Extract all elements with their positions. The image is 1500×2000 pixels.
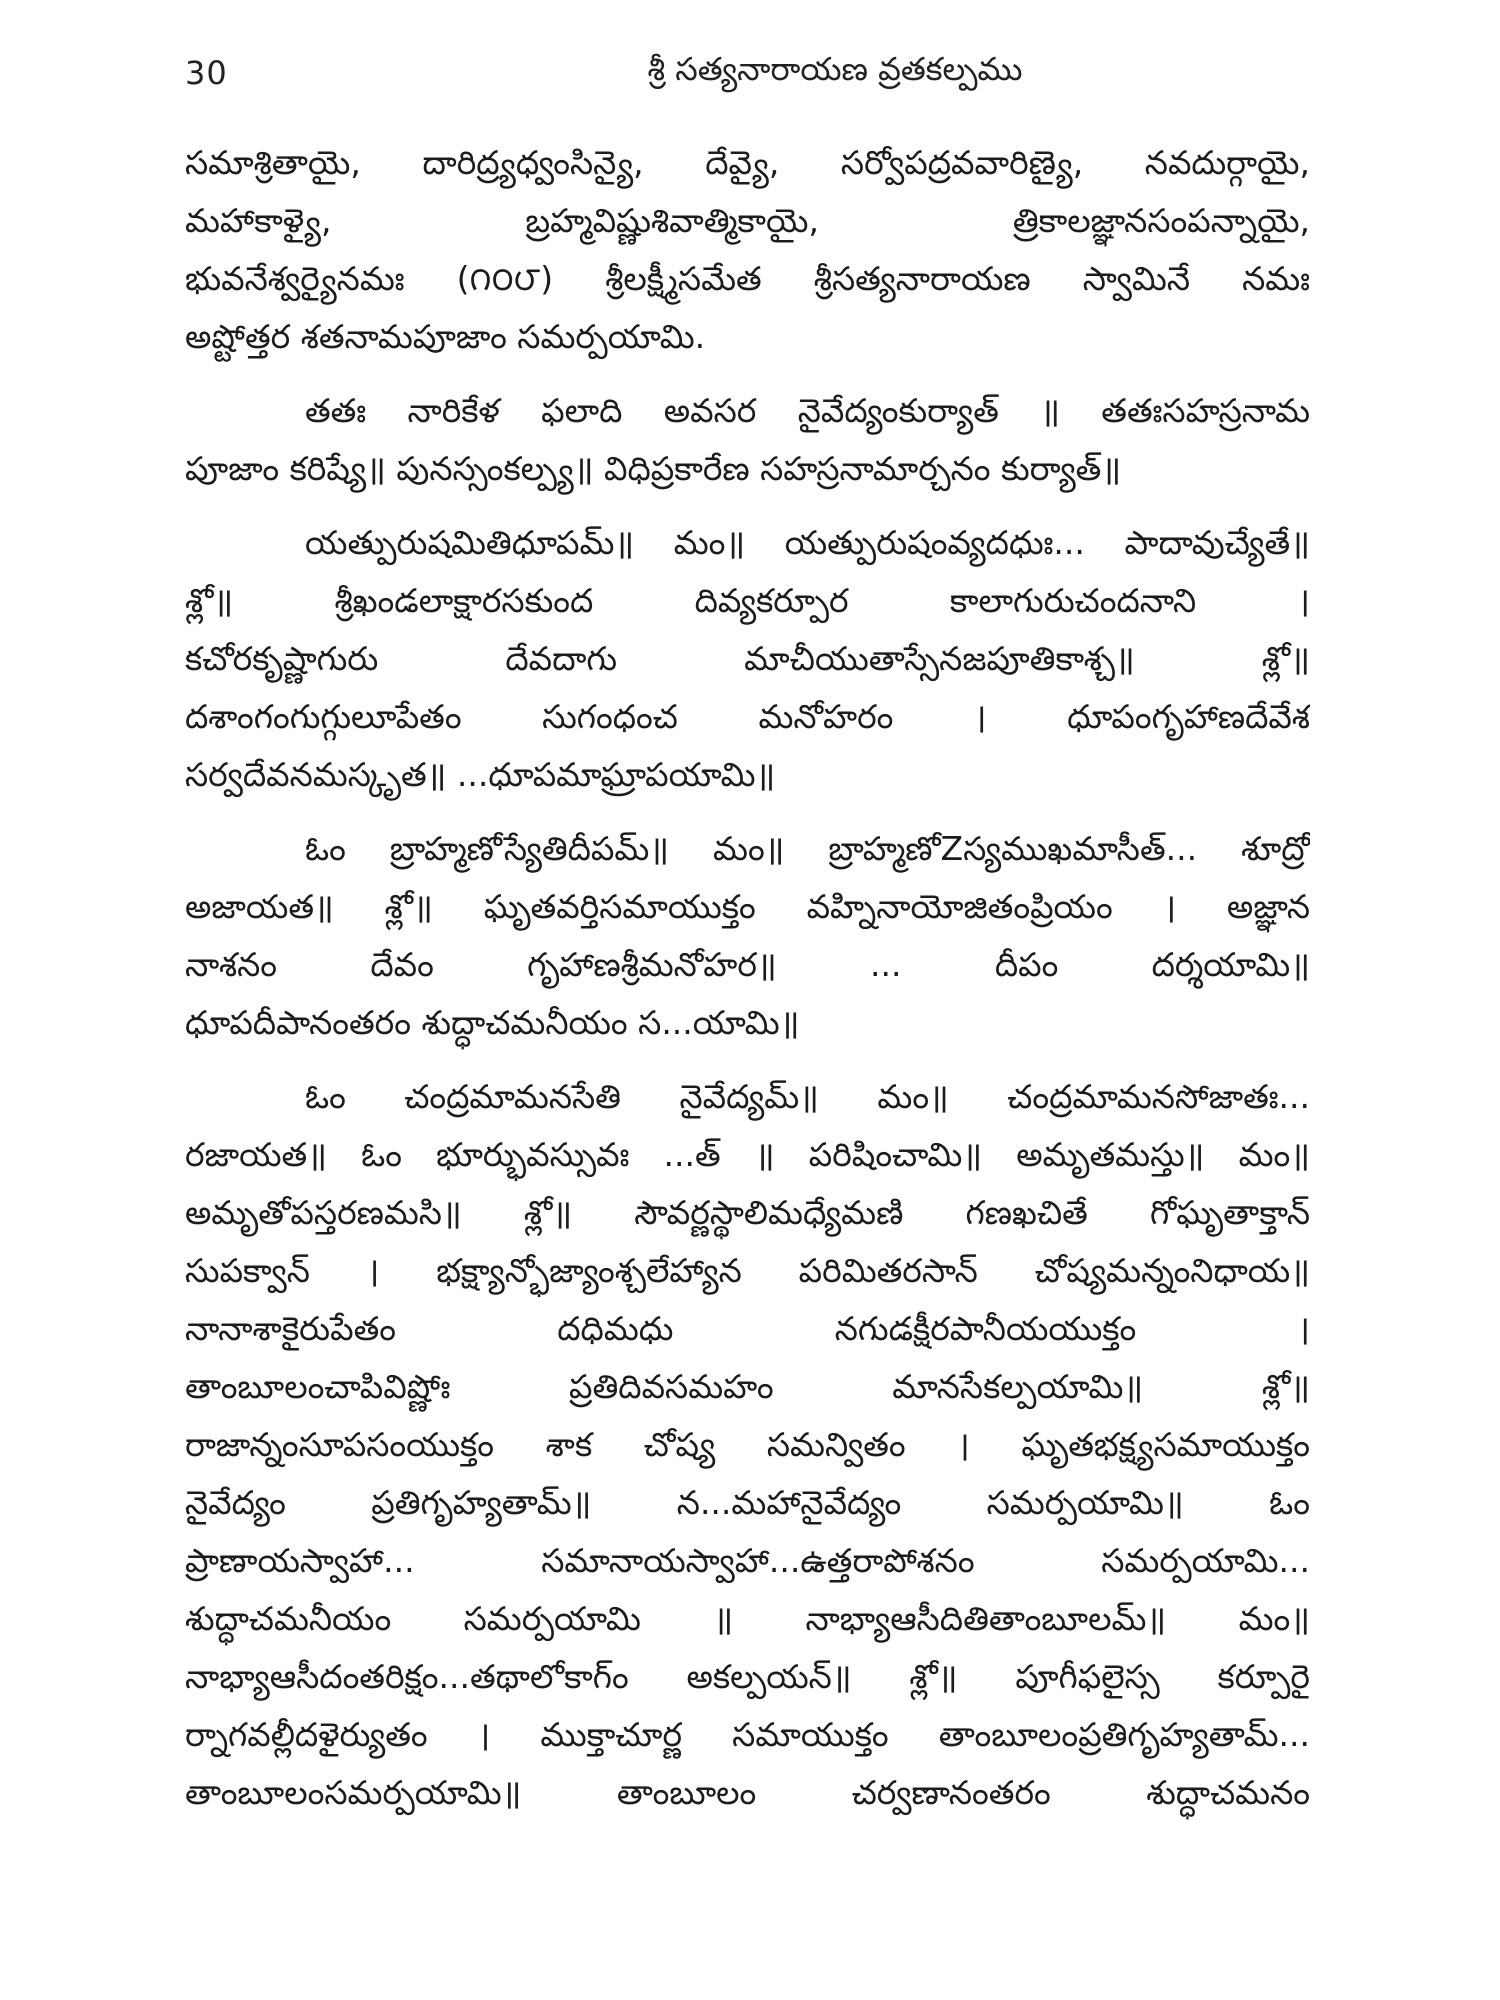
text-line: నైవేద్యం ప్రతిగృహ్యతామ్॥ న...మహానైవేద్యం సమర్పయామి॥ ఓం	[185, 1483, 1310, 1522]
text-line: ప్రాణాయస్వాహా... సమానాయస్వాహా...ఉత్తరాపోశనం సమర్పయామి...	[185, 1541, 1310, 1580]
text-line: యత్పురుషమితిధూపమ్॥ మం॥ యత్పురుషంవ్యదధుః... పాదావుచ్యేతే॥	[305, 523, 1310, 562]
text-line: మహాకాళ్యై, బ్రహ్మవిష్ణుశివాత్మికాయై, త్రికాలజ్ఞానసంపన్నాయై,	[185, 201, 1310, 240]
running-title: శ్రీ సత్యనారాయణ వ్రతకల్పము	[647, 50, 1023, 88]
text-line: ఓం చంద్రమామనసేతి నైవేద్యమ్॥ మం॥ చంద్రమామనసోజాతః...	[305, 1077, 1310, 1116]
text-line: భువనేశ్వర్యైనమః (౧౦౮) శ్రీలక్ష్మీసమేత శ్రీసత్యనారాయణ స్వామినే నమః	[185, 259, 1310, 298]
text-line: సుపక్వాన్ । భక్ష్యాన్భోజ్యాంశ్చలేహ్యాన పరిమితరసాన్ చోష్యమన్నంనిధాయ॥	[185, 1251, 1310, 1290]
text-line: అష్టోత్తర శతనామపూజాం సమర్పయామి.	[185, 317, 706, 356]
text-line: రాజాన్నంసూపసంయుక్తం శాక చోష్య సమన్వితం । ఘృతభక్ష్యసమాయుక్తం	[185, 1425, 1310, 1464]
paragraph	[185, 1068, 1310, 1822]
text-line: శుద్ధాచమనీయం సమర్పయామి ॥ నాభ్యాఆసీదితితాంబూలమ్॥ మం॥	[185, 1599, 1310, 1638]
text-line: నాశనం దేవం గృహాణశ్రీమనోహర॥ ... దీపం దర్శయామి॥	[185, 945, 1310, 984]
text-line: నానాశాకైరుపేతం దధిమధు నగుడక్షీరపానీయయుక్తం ।	[185, 1309, 1310, 1348]
text-line: ఓం బ్రాహ్మణోస్యేతిదీపమ్॥ మం॥ బ్రాహ్మణోZస్యముఖమాసీత్... శూద్రో	[305, 829, 1310, 868]
page-header	[185, 48, 1315, 108]
text-line: ర్నాగవల్లీదళైర్యుతం । ముక్తాచూర్ణ సమాయుక్తం తాంబూలంప్రతిగృహ్యతామ్...	[185, 1715, 1310, 1754]
body-text	[185, 134, 1310, 1838]
text-line: అజాయత॥ శ్లో॥ ఘృతవర్తిసమాయుక్తం వహ్నినాయోజితంప్రియం । అజ్ఞాన	[185, 887, 1310, 926]
paragraph	[185, 134, 1310, 366]
text-line: శ్లో॥ శ్రీఖండలాక్షారసకుంద దివ్యకర్పూర కాలాగురుచందనాని ।	[185, 581, 1310, 620]
text-line: తతః నారికేళ ఫలాది అవసర నైవేద్యంకుర్యాత్ ॥ తతఃసహస్రనామ	[305, 391, 1310, 430]
text-line: ధూపదీపానంతరం శుద్ధాచమనీయం స...యామి॥	[185, 1003, 800, 1042]
text-line: నాభ్యాఆసీదంతరిక్షం...తథాలోకాగ్ం అకల్పయన్॥ శ్లో॥ పూగీఫలైస్స కర్పూరై	[185, 1657, 1310, 1696]
page-number: 30	[185, 54, 228, 92]
text-line: తాంబూలంసమర్పయామి॥ తాంబూలం చర్వణానంతరం శుద్ధాచమనం	[185, 1773, 1310, 1812]
text-line: సమాశ్రితాయై, దారిద్ర్యధ్వంసిన్యై, దేవ్యై, సర్వోపద్రవవారిణ్యై, నవదుర్గాయై,	[185, 143, 1310, 182]
text-line: రజాయత॥ ఓం భూర్భువస్సువః ...త్ ॥ పరిషించామి॥ అమృతమస్తు॥ మం॥	[185, 1135, 1310, 1174]
text-line: పూజాం కరిష్యే॥ పునస్సంకల్ప్య॥ విధిప్రకారేణ సహస్రనామార్చనం కుర్యాత్॥	[185, 449, 1122, 488]
paragraph	[185, 514, 1310, 804]
text-line: దశాంగంగుగ్గులూపేతం సుగంధంచ మనోహరం । ధూపంగృహాణదేవేశ	[185, 697, 1310, 736]
text-line: అమృతోపస్తరణమసి॥ శ్లో॥ సౌవర్ణస్థాలిమధ్యేమణి గణఖచితే గోఘృతాక్తాన్	[185, 1193, 1310, 1232]
text-line: తాంబూలంచాపివిష్ణోః ప్రతిదివసమహం మానసేకల్పయామి॥ శ్లో॥	[185, 1367, 1310, 1406]
text-line: సర్వదేవనమస్కృత॥ ...ధూపమాఘ్రాపయామి॥	[185, 755, 776, 794]
paragraph	[185, 820, 1310, 1052]
text-line: కచోరకృష్ణాగురు దేవదాగు మాచీయుతాస్సేనజపూతికాశ్చ॥ శ్లో॥	[185, 639, 1310, 678]
paragraph	[185, 382, 1310, 498]
